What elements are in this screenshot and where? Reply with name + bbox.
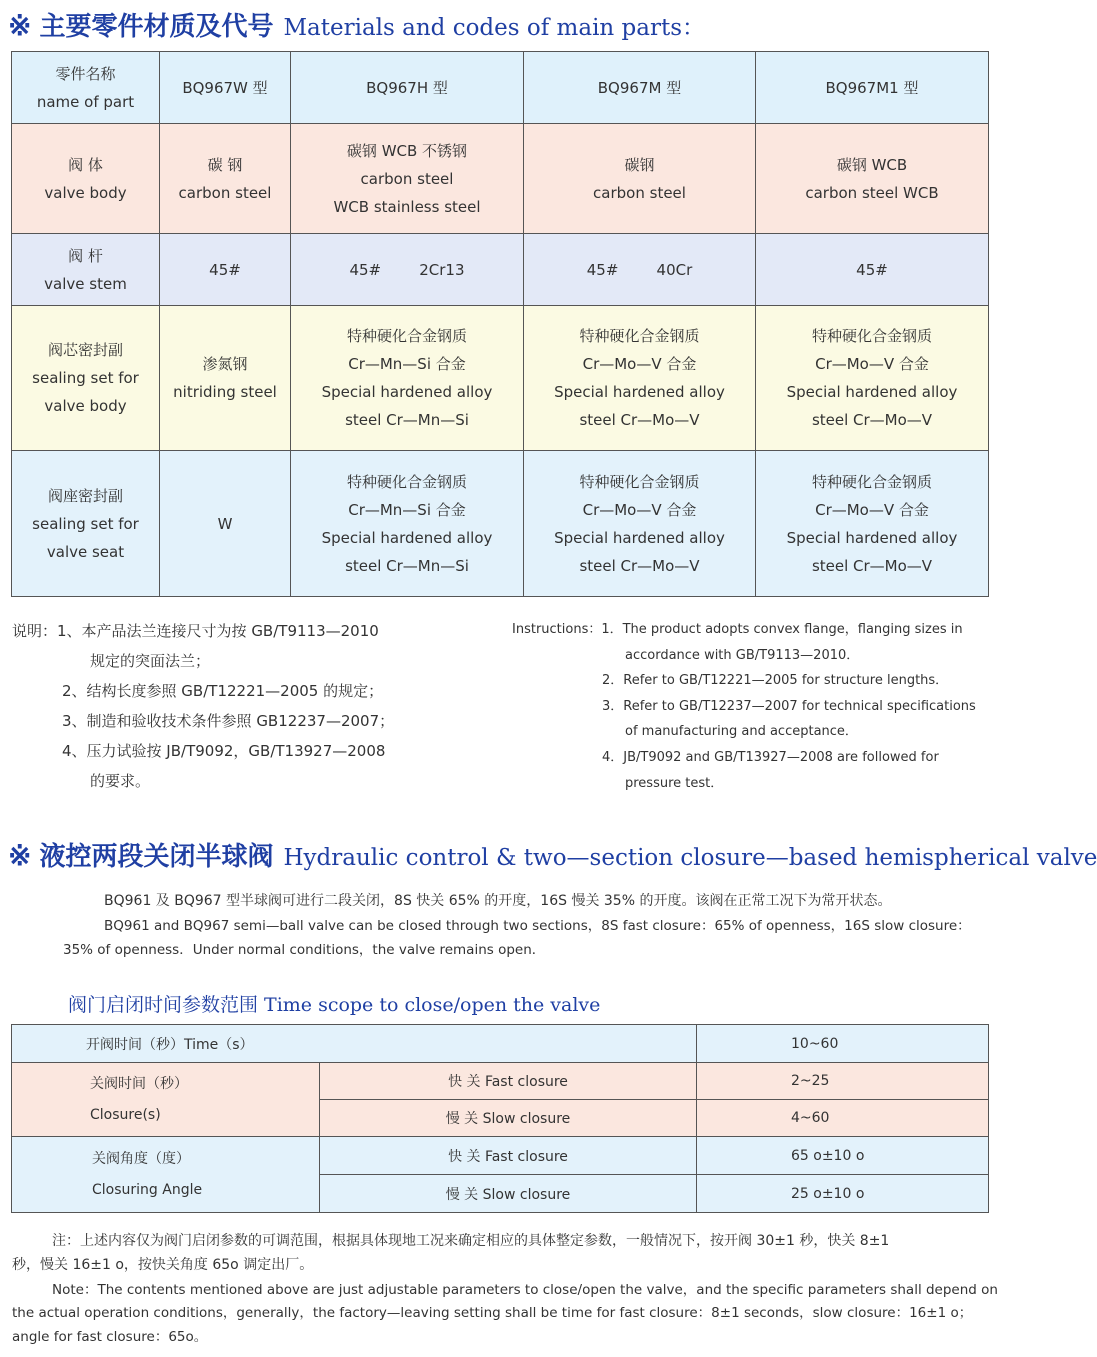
material-cell [756, 124, 989, 234]
material-cell [756, 306, 989, 451]
open-time-label: 开阀时间（秒）Time（s） [12, 1025, 697, 1063]
part-name-en: valve body [44, 183, 127, 202]
material-line: 碳钢 WCB 不锈钢 [346, 141, 468, 160]
note-line: 2、结构长度参照 GB/T12221—2005 的规定； [62, 682, 384, 700]
material-line: 特种硬化合金钢质 [811, 472, 932, 491]
note-line: 3．Refer to GB/T12237—2007 for technical specifications [602, 698, 976, 714]
table-header-row [12, 52, 989, 124]
material-line: carbon steel [593, 183, 686, 202]
note-line: pressure test． [625, 775, 724, 791]
slow-closure-label: 慢 关 Slow closure [320, 1100, 697, 1137]
header-model: BQ967W 型 [160, 52, 291, 124]
part-name-en: sealing set for [32, 514, 139, 533]
part-name-cell [12, 306, 160, 451]
material-line: steel Cr—Mo—V [811, 556, 933, 575]
material-cell [524, 234, 756, 306]
note-line: 规定的突面法兰； [90, 652, 211, 670]
table-row-sealing-body [12, 306, 989, 451]
part-name-cell [12, 234, 160, 306]
time-title-en: Time scope to close/open the valve [264, 994, 601, 1016]
angle-fast-value: 65 o±10 o [697, 1137, 989, 1175]
note-line: 4、压力试验按 JB/T9092，GB/T13927—2008 [62, 742, 386, 760]
note-line: of manufacturing and acceptance． [625, 724, 858, 740]
part-name-en: valve body [44, 397, 127, 415]
material-line: 特种硬化合金钢质 [579, 327, 700, 345]
footer-note-cn: 注：上述内容仅为阀门启闭参数的可调范围，根据具体现地工况来确定相应的具体整定参数，一般情况下，按开阀 30±1 秒，快关 8±1 [52, 1233, 890, 1249]
table-row-valve-body [12, 124, 989, 234]
materials-table [11, 51, 989, 597]
time-table-title [68, 990, 600, 1017]
material-line: 特种硬化合金钢质 [811, 327, 932, 345]
material-line: Cr—Mo—V 合金 [815, 500, 929, 519]
material-line: 碳钢 WCB [836, 155, 908, 174]
part-name-cn: 阀芯密封副 [47, 341, 123, 359]
material-cell [160, 234, 291, 306]
material-line: WCB stainless steel [333, 197, 481, 216]
angle-slow-value: 25 o±10 o [697, 1175, 989, 1213]
description-cn: BQ961 及 BQ967 型半球阀可进行二段关闭，8S 快关 65% 的开度，16S 慢关 35% 的开度。该阀在正常工况下为常开状态。 [104, 893, 892, 909]
time-title-cn: 阀门启闭时间参数范围 [68, 994, 259, 1016]
material-line: 45# 40Cr [586, 260, 693, 279]
section-title-cn: 主要零件材质及代号 [39, 12, 274, 42]
notes-en [512, 617, 992, 796]
close-time-label [12, 1063, 320, 1137]
part-name-en: valve stem [44, 274, 127, 293]
table-row-open-time [12, 1025, 989, 1063]
header-part-cn: 零件名称 [55, 64, 116, 83]
close-slow-value: 4~60 [697, 1100, 989, 1137]
material-line: 45# [209, 260, 241, 279]
material-line: W [217, 514, 233, 533]
open-time-value: 10~60 [697, 1025, 989, 1063]
part-name-en: sealing set for [32, 369, 139, 387]
header-model: BQ967M 型 [524, 52, 756, 124]
footer-note-en: angle for fast closure：65o。 [12, 1329, 208, 1345]
fast-closure-label: 快 关 Fast closure [320, 1063, 697, 1100]
material-line: Special hardened alloy [786, 383, 958, 401]
section-title-hydraulic [8, 836, 1097, 873]
material-cell [160, 124, 291, 234]
material-line: Special hardened alloy [554, 383, 725, 401]
note-line: accordance with GB/T9113—2010． [625, 647, 860, 663]
section-title-en: Materials and codes of main parts： [283, 15, 706, 41]
material-line: nitriding steel [173, 383, 277, 401]
part-name-cn: 阀 杆 [68, 246, 103, 265]
reference-mark-icon: ※ [8, 839, 32, 872]
close-fast-value: 2~25 [697, 1063, 989, 1100]
material-line: carbon steel WCB [805, 183, 939, 202]
material-line: Cr—Mo—V 合金 [582, 500, 697, 519]
note-line: 说明：1、本产品法兰连接尺寸为按 GB/T9113—2010 [12, 622, 379, 640]
slow-closure-label: 慢 关 Slow closure [320, 1175, 697, 1213]
material-line: Cr—Mo—V 合金 [582, 355, 697, 373]
material-line: steel Cr—Mn—Si [345, 556, 469, 575]
table-row-angle-fast [12, 1137, 989, 1175]
table-row-valve-stem [12, 234, 989, 306]
close-time-label-en: Closure(s) [90, 1106, 161, 1123]
notes-cn [12, 616, 394, 796]
note-line: 4．JB/T9092 and GB/T13927—2008 are followed for [602, 749, 939, 765]
material-line: steel Cr—Mo—V [579, 411, 700, 429]
material-cell [291, 124, 524, 234]
header-model: BQ967M1 型 [756, 52, 989, 124]
material-cell [291, 451, 524, 597]
material-line: Special hardened alloy [786, 528, 958, 547]
material-line: carbon steel [360, 169, 454, 188]
part-name-cn: 阀座密封副 [47, 486, 123, 505]
header-model: BQ967H 型 [291, 52, 524, 124]
footer-note-cn: 秒，慢关 16±1 o，按快关角度 65o 调定出厂。 [12, 1257, 314, 1273]
material-line: steel Cr—Mn—Si [345, 411, 469, 429]
part-name-cn: 阀 体 [68, 155, 103, 174]
note-line: Instructions：1．The product adopts convex flange，flanging sizes in [512, 622, 963, 637]
part-name-cell [12, 451, 160, 597]
time-table [11, 1024, 989, 1213]
header-part-en: name of part [36, 92, 135, 111]
material-cell [291, 234, 524, 306]
footer-note-en: the actual operation conditions，generally，the factory—leaving setting shall be time for fast closure：8±1 seconds，slow closure：16±1 o； [12, 1305, 973, 1321]
material-cell [160, 451, 291, 597]
material-cell [524, 124, 756, 234]
material-cell [524, 306, 756, 451]
section-title-en: Hydraulic control & two—section closure—based hemispherical valve [283, 845, 1097, 871]
material-line: 特种硬化合金钢质 [346, 472, 467, 491]
material-line: Cr—Mn—Si 合金 [348, 500, 466, 519]
material-line: Cr—Mo—V 合金 [815, 355, 929, 373]
material-line: Special hardened alloy [321, 383, 493, 401]
angle-label-cn: 关阀角度（度） [92, 1150, 190, 1167]
fast-closure-label: 快 关 Fast closure [320, 1137, 697, 1175]
material-line: steel Cr—Mo—V [811, 411, 933, 429]
description-en: 35% of openness．Under normal conditions，the valve remains open． [63, 942, 546, 958]
material-line: 45# 2Cr13 [349, 260, 465, 279]
header-part-name [12, 52, 160, 124]
section-title-cn: 液控两段关闭半球阀 [39, 842, 274, 872]
material-cell [524, 451, 756, 597]
table-row-close-fast [12, 1063, 989, 1100]
material-cell [291, 306, 524, 451]
footer-note-en: Note：The contents mentioned above are just adjustable parameters to close/open the valve，and the specific parameters shall depend on [52, 1282, 998, 1298]
material-cell [160, 306, 291, 451]
material-line: 碳钢 [624, 155, 655, 174]
part-name-en: valve seat [46, 542, 125, 561]
table-row-sealing-seat [12, 451, 989, 597]
note-line: 2．Refer to GB/T12221—2005 for structure lengths． [602, 673, 949, 689]
section-title-materials [8, 6, 705, 43]
material-line: steel Cr—Mo—V [579, 556, 700, 575]
note-line: 的要求。 [90, 772, 151, 790]
material-line: carbon steel [178, 183, 272, 202]
material-line: 特种硬化合金钢质 [346, 327, 467, 345]
material-line: 特种硬化合金钢质 [579, 472, 700, 491]
material-cell [756, 234, 989, 306]
material-cell [756, 451, 989, 597]
angle-label [12, 1137, 320, 1213]
description-en: BQ961 and BQ967 semi—ball valve can be closed through two sections，8S fast closure：65% of openness，16S slow closure： [104, 918, 971, 934]
reference-mark-icon: ※ [8, 9, 32, 42]
material-line: Special hardened alloy [321, 528, 493, 547]
material-line: 渗氮钢 [202, 355, 248, 373]
material-line: Cr—Mn—Si 合金 [348, 355, 466, 373]
material-line: Special hardened alloy [554, 528, 725, 547]
close-time-label-cn: 关阀时间（秒） [90, 1075, 188, 1092]
material-line: 碳 钢 [207, 155, 243, 174]
note-line: 3、制造和验收技术条件参照 GB12237—2007； [62, 712, 395, 730]
angle-label-en: Closuring Angle [92, 1181, 203, 1198]
part-name-cell [12, 124, 160, 234]
material-line: 45# [856, 260, 888, 279]
